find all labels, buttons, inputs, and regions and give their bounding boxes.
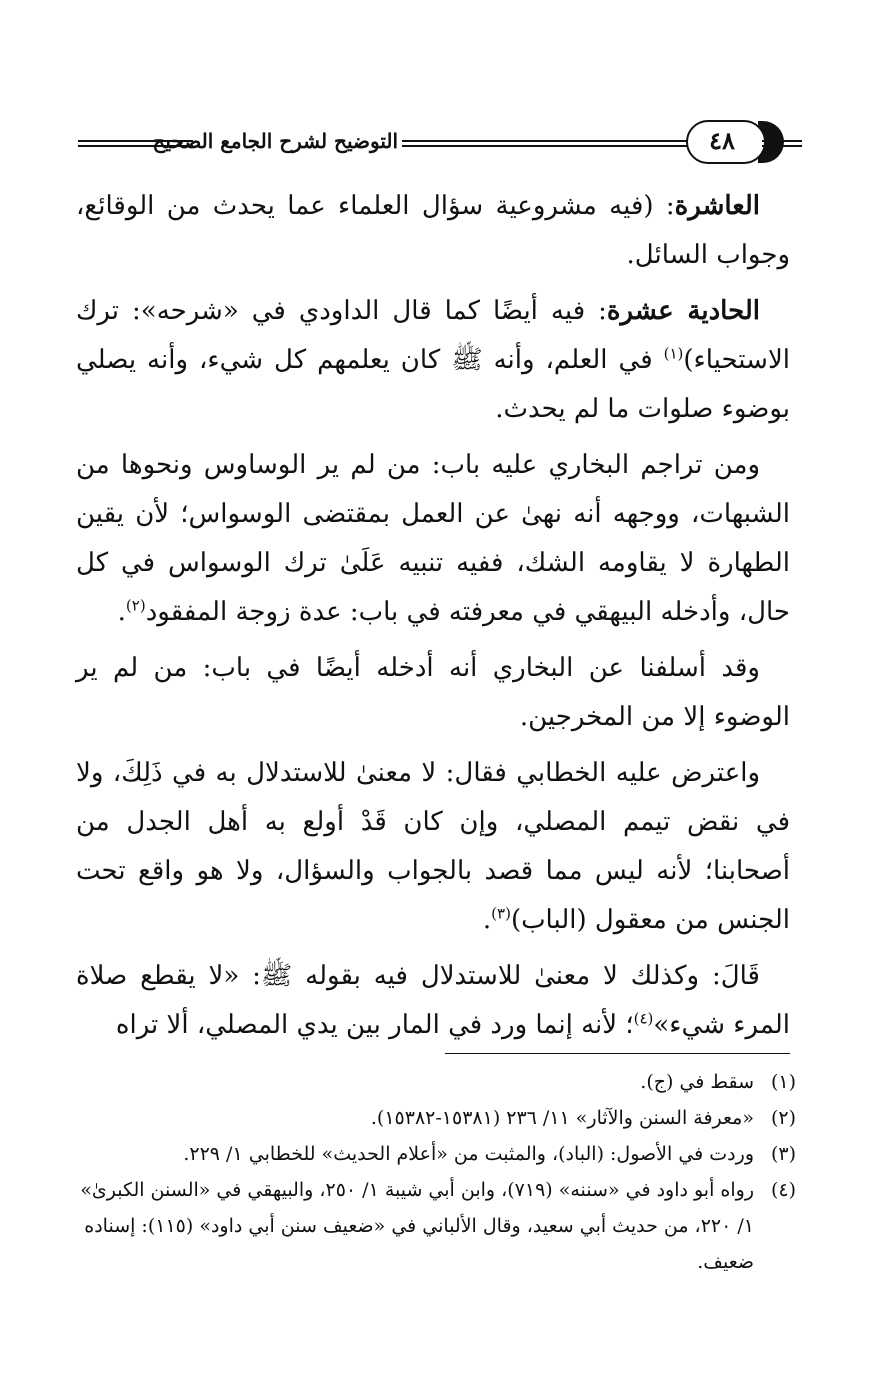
paragraph-previously-mentioned	[76, 644, 790, 742]
paragraph-bukhari-chapters	[76, 441, 790, 637]
paragraph-text: واعترض عليه الخطابي فقال: لا معنىٰ للاستدلال به في ذَلِكَ، ولا في نقض تيمم المصلي، وإن كان قَدْ أولع به أهل الجدل من أصحابنا؛ لأنه ليس مما قصد بالجواب والسؤال، ولا هو واقع تحت الجنس من معقول (الباب)	[76, 758, 790, 935]
footnotes	[76, 1064, 796, 1280]
footnote-ref[interactable]: (٣)	[491, 904, 511, 923]
paragraph-eleventh-benefit	[76, 287, 790, 434]
footnote-text: سقط في (ج).	[640, 1071, 754, 1093]
footnote-number: (٤)	[770, 1179, 796, 1201]
page-number: ٤٨	[709, 126, 735, 155]
footnote-ref[interactable]: (١)	[663, 344, 684, 363]
paragraph-end: .	[117, 597, 126, 627]
main-text	[76, 182, 790, 1050]
footnote-number: (١)	[770, 1071, 796, 1093]
paragraph-text: وقد أسلفنا عن البخاري أنه أدخله أيضًا في باب: من لم ير الوضوء إلا من المخرجين.	[76, 653, 790, 732]
page-header	[70, 116, 800, 176]
footnote-text: وردت في الأصول: (الباد)، والمثبت من «أعلام الحديث» للخطابي ١/ ٢٢٩.	[183, 1143, 754, 1165]
paragraph-lead: الحادية عشرة	[606, 296, 761, 326]
paragraph-text: في العلم، وأنه ﷺ كان يعلمهم كل شيء، وأنه يصلي بوضوء صلوات ما لم يحدث.	[76, 345, 790, 424]
paragraph-text: : (فيه مشروعية سؤال العلماء عما يحدث من الوقائع، وجواب السائل.	[76, 191, 790, 270]
header-rule-right	[762, 140, 802, 147]
footnote-ref[interactable]: (٢)	[125, 596, 146, 615]
footnote-item	[76, 1100, 796, 1136]
footnote-separator	[445, 1053, 790, 1054]
footnote-text: رواه أبو داود في «سننه» (٧١٩)، وابن أبي شيبة ١/ ٢٥٠، والبيهقي في «السنن الكبرىٰ» ١/ ٢٢٠، من حديث أبي سعيد، وقال الألباني في «ضعيف سنن أبي داود» (١١٥): إسناده ضعيف.	[80, 1179, 754, 1273]
running-title: التوضيح لشرح الجامع الصحيح	[152, 129, 398, 153]
footnote-item	[76, 1172, 796, 1280]
paragraph-text: قَالَ: وكذلك لا معنىٰ للاستدلال فيه بقوله ﷺ: «لا يقطع صلاة المرء شيء»	[76, 961, 790, 1040]
paragraph-he-said	[76, 952, 790, 1050]
paragraph-end: .	[482, 905, 492, 935]
paragraph-text: ؛ لأنه إنما ورد في المار بين يدي المصلي، ألا تراه	[115, 1010, 634, 1040]
footnote-ref[interactable]: (٤)	[633, 1009, 654, 1028]
footnote-number: (٣)	[770, 1143, 796, 1165]
paragraph-text: : فيه أيضًا كما قال الداودي في «شرحه»: ترك الاستحياء)	[76, 296, 790, 375]
paragraph-khattabi-objection	[76, 749, 790, 945]
paragraph-text: ومن تراجم البخاري عليه باب: من لم ير الوساوس ونحوها من الشبهات، ووجهه أنه نهىٰ عن العمل بمقتضى الوسواس؛ لأن يقين الطهارة لا يقاومه الشك، ففيه تنبيه عَلَىٰ ترك الوسواس في كل حال، وأدخله البيهقي في معرفته في باب: عدة زوجة المفقود	[76, 450, 790, 627]
footnote-number: (٢)	[770, 1107, 796, 1129]
footnote-item	[76, 1136, 796, 1172]
footnote-text: «معرفة السنن والآثار» ١١/ ٢٣٦ (١٥٣٨١-١٥٣٨٢).	[370, 1107, 754, 1129]
footnote-item	[76, 1064, 796, 1100]
paragraph-lead: العاشرة	[674, 191, 760, 221]
paragraph-tenth-benefit	[76, 182, 790, 280]
